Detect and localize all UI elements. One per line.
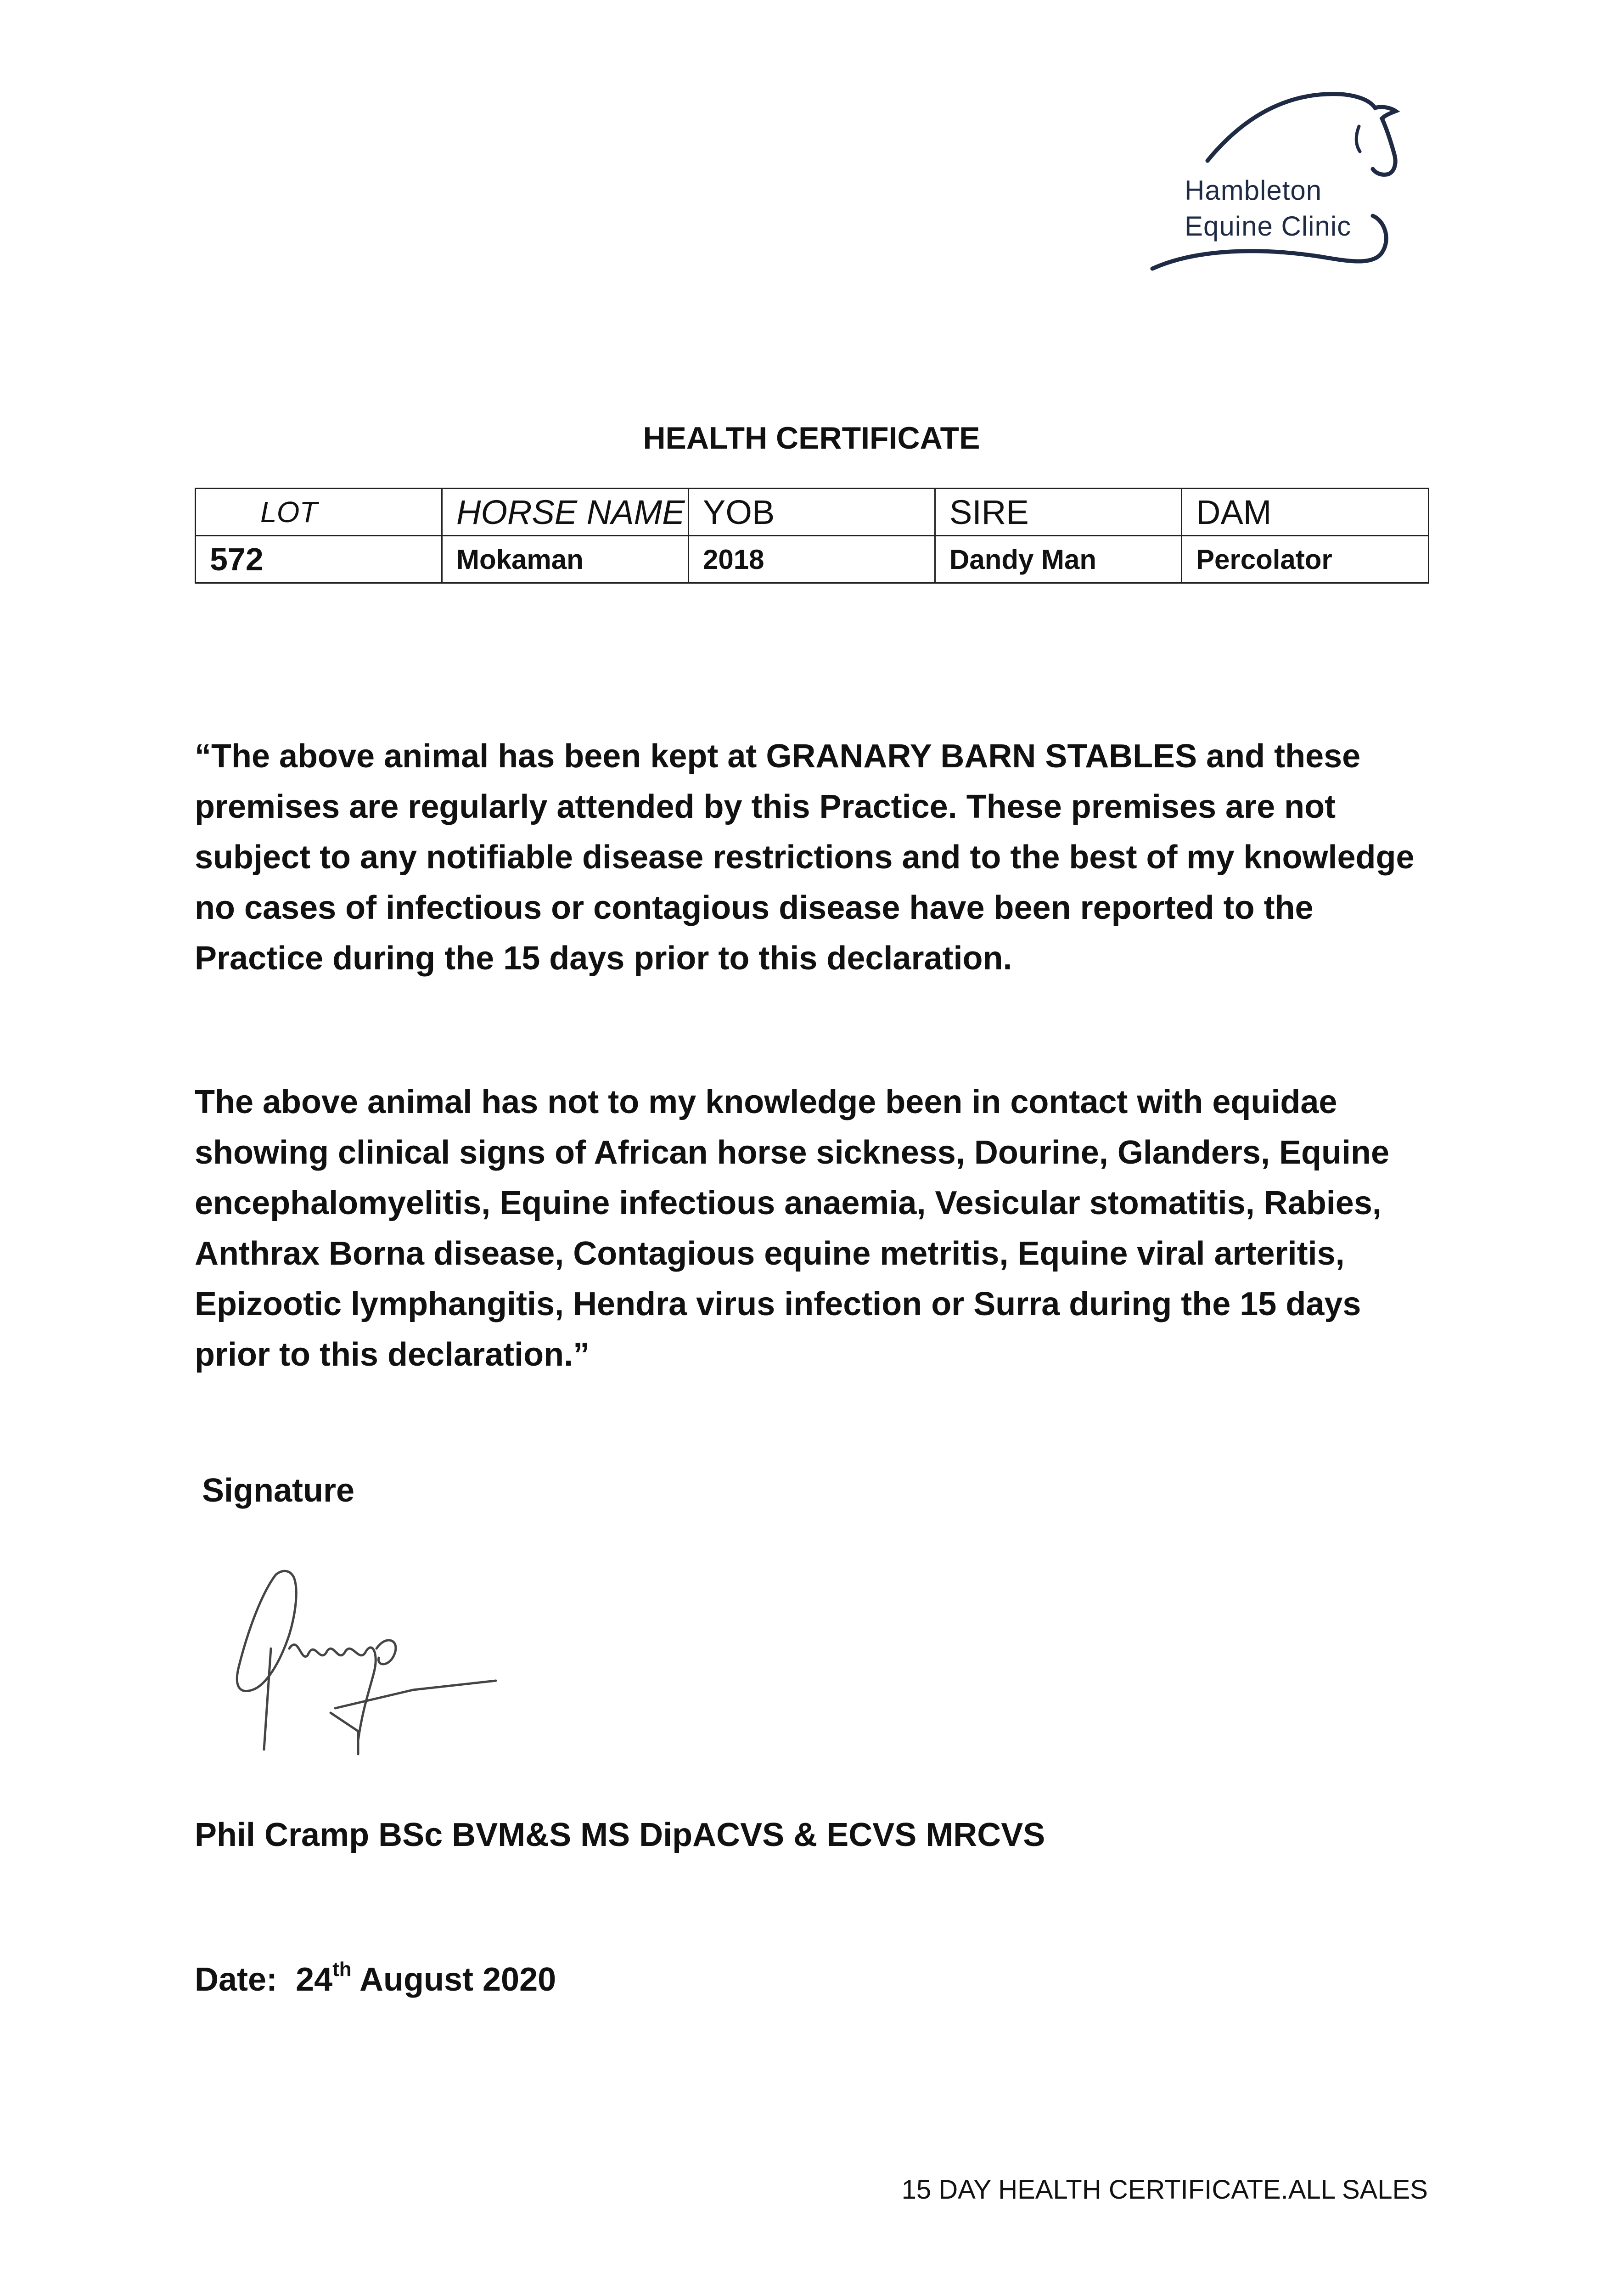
date-suffix: th [332,1958,352,1981]
header-sire: SIRE [935,489,1182,536]
header-yob: YOB [689,489,935,536]
signer-name: Phil Cramp BSc BVM&S MS DipACVS & ECVS MRCVS [195,1817,1045,1853]
table-row [196,536,1429,583]
declaration-paragraph-1: “The above animal has been kept at GRANARY BARN STABLES and these premises are regularly attended by this Practice. These premises are not subject to any notifiable disease restrictions and to the best of my knowledge no cases of infectious or contagious disease have been reported to the Practice during the 15 days prior to this declaration. [195,738,1415,977]
cell-yob: 2018 [689,536,935,583]
handwritten-signature [220,1557,514,1768]
clinic-logo [1143,83,1437,285]
footer-text: 15 DAY HEALTH CERTIFICATE.ALL SALES [901,2175,1428,2205]
cell-horse-name: Mokaman [442,536,689,583]
declaration-paragraph-2: The above animal has not to my knowledge been in contact with equidae showing clinical signs of African horse sickness, Dourine, Glanders, Equine encephalomyelitis, Equine infectious anaemia, Vesicular stomatitis, Rabies, Anthrax Borna disease, Contagious equine metritis, Equine viral arteritis, Epizootic lymphangitis, Hendra virus infection or Surra during the 15 days prior to this declaration.” [195,1084,1389,1373]
cell-lot: 572 [196,536,442,583]
cell-dam: Percolator [1182,536,1429,583]
page-title: HEALTH CERTIFICATE [643,421,980,456]
header-lot: LOT [196,489,442,536]
signature-label: Signature [202,1472,355,1509]
date-day: 24 [296,1961,333,1998]
logo-line-1: Hambleton [1185,175,1322,206]
certificate-date [195,1958,556,1998]
header-dam: DAM [1182,489,1429,536]
cell-sire: Dandy Man [935,536,1182,583]
date-month-year: August 2020 [359,1961,556,1998]
table-header-row [196,489,1429,536]
horse-table [195,488,1429,584]
date-label: Date: [195,1961,278,1998]
logo-line-2: Equine Clinic [1185,211,1352,242]
header-horse-name: HORSE NAME [442,489,689,536]
